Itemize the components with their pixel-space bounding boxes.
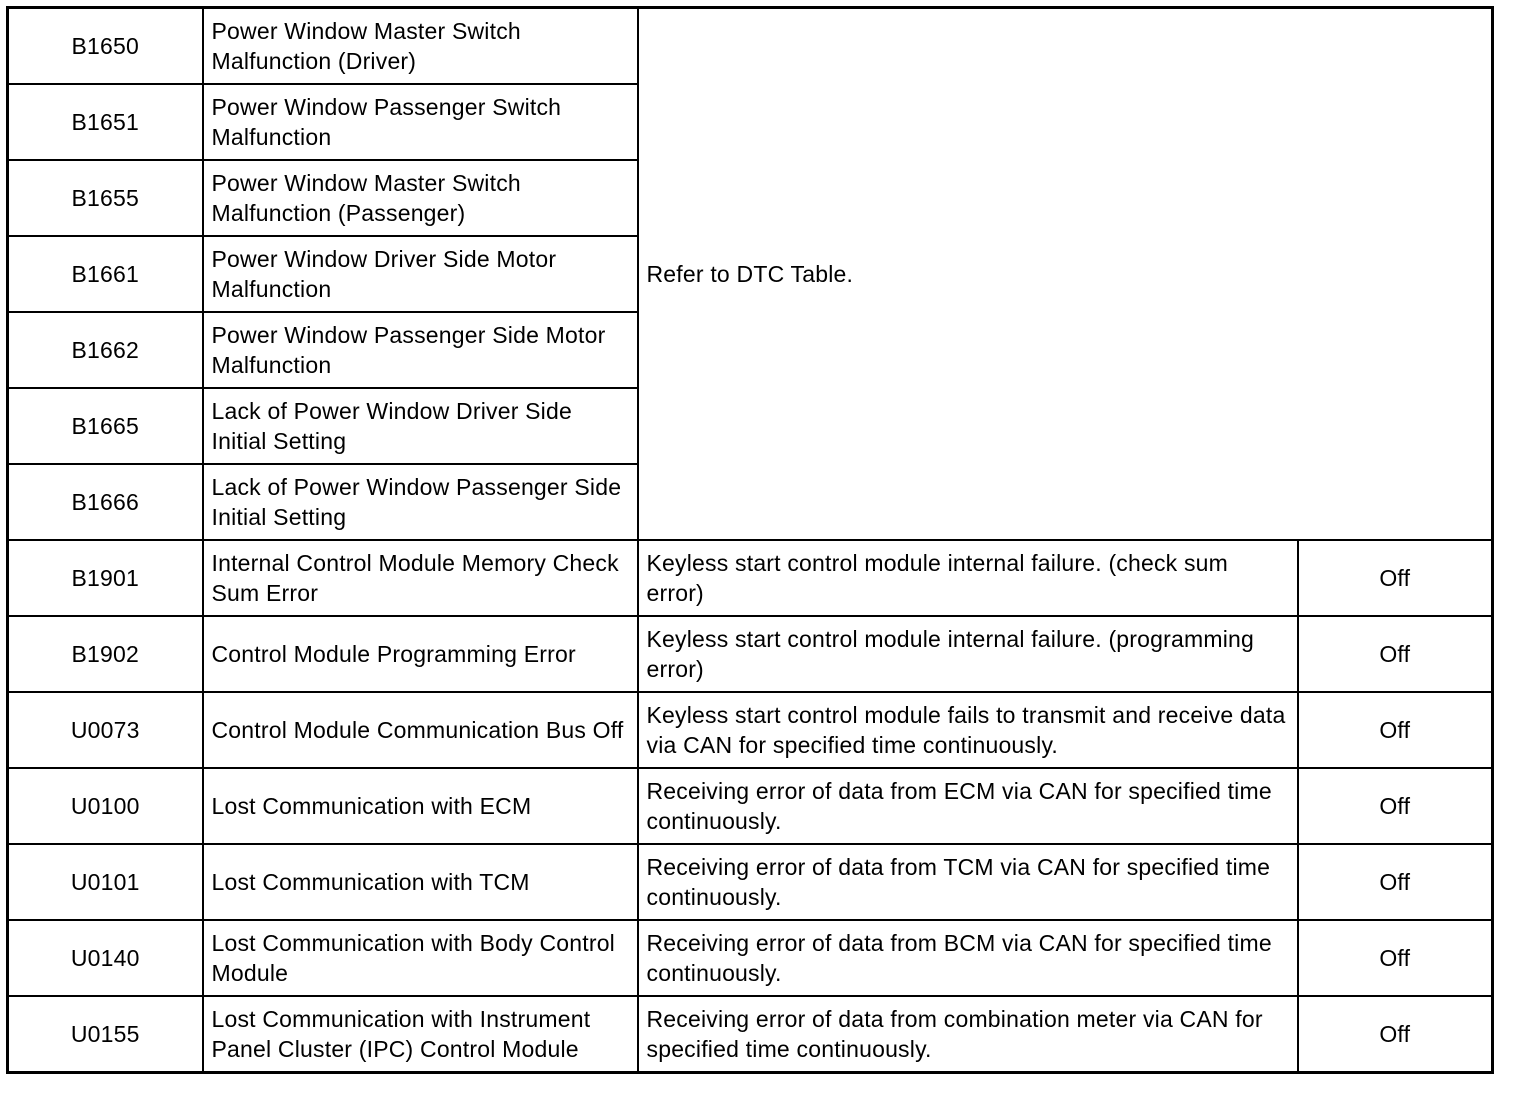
dtc-lamp-status: Off	[1298, 920, 1493, 996]
dtc-code: B1665	[8, 388, 203, 464]
dtc-name: Lost Communication with Instrument Panel Cluster (IPC) Control Module	[203, 996, 638, 1073]
dtc-lamp-status: Off	[1298, 616, 1493, 692]
dtc-condition: Receiving error of data from TCM via CAN for specified time continuously.	[638, 844, 1298, 920]
table-row	[8, 768, 1493, 844]
table-row	[8, 920, 1493, 996]
dtc-code: B1901	[8, 540, 203, 616]
dtc-code: U0155	[8, 996, 203, 1073]
dtc-lamp-status: Off	[1298, 540, 1493, 616]
dtc-code: U0140	[8, 920, 203, 996]
dtc-code: B1902	[8, 616, 203, 692]
dtc-condition: Keyless start control module fails to transmit and receive data via CAN for specified time continuously.	[638, 692, 1298, 768]
dtc-name: Lack of Power Window Passenger Side Initial Setting	[203, 464, 638, 540]
dtc-condition: Receiving error of data from combination meter via CAN for specified time continuously.	[638, 996, 1298, 1073]
dtc-name: Power Window Master Switch Malfunction (Passenger)	[203, 160, 638, 236]
dtc-code: B1655	[8, 160, 203, 236]
dtc-name: Power Window Passenger Side Motor Malfunction	[203, 312, 638, 388]
dtc-code: B1650	[8, 8, 203, 85]
dtc-name: Power Window Passenger Switch Malfunction	[203, 84, 638, 160]
table-row	[8, 540, 1493, 616]
dtc-condition: Receiving error of data from BCM via CAN for specified time continuously.	[638, 920, 1298, 996]
dtc-lamp-status: Off	[1298, 844, 1493, 920]
dtc-name: Control Module Programming Error	[203, 616, 638, 692]
dtc-code: B1651	[8, 84, 203, 160]
table-row	[8, 616, 1493, 692]
dtc-code: U0073	[8, 692, 203, 768]
table-row	[8, 996, 1493, 1073]
dtc-name: Power Window Driver Side Motor Malfunction	[203, 236, 638, 312]
dtc-condition: Keyless start control module internal failure. (check sum error)	[638, 540, 1298, 616]
table-row	[8, 692, 1493, 768]
table-row	[8, 844, 1493, 920]
dtc-table	[6, 6, 1494, 1074]
dtc-lamp-status: Off	[1298, 692, 1493, 768]
dtc-name: Control Module Communication Bus Off	[203, 692, 638, 768]
dtc-name: Lost Communication with Body Control Module	[203, 920, 638, 996]
shared-condition: Refer to DTC Table.	[638, 8, 1493, 541]
dtc-code: U0101	[8, 844, 203, 920]
dtc-condition: Receiving error of data from ECM via CAN for specified time continuously.	[638, 768, 1298, 844]
dtc-name: Lost Communication with ECM	[203, 768, 638, 844]
dtc-name: Lost Communication with TCM	[203, 844, 638, 920]
dtc-code: B1662	[8, 312, 203, 388]
table-row	[8, 8, 1493, 85]
dtc-name: Internal Control Module Memory Check Sum Error	[203, 540, 638, 616]
dtc-code: U0100	[8, 768, 203, 844]
dtc-name: Power Window Master Switch Malfunction (Driver)	[203, 8, 638, 85]
dtc-code: B1666	[8, 464, 203, 540]
dtc-name: Lack of Power Window Driver Side Initial Setting	[203, 388, 638, 464]
dtc-lamp-status: Off	[1298, 768, 1493, 844]
dtc-code: B1661	[8, 236, 203, 312]
dtc-condition: Keyless start control module internal failure. (programming error)	[638, 616, 1298, 692]
dtc-lamp-status: Off	[1298, 996, 1493, 1073]
